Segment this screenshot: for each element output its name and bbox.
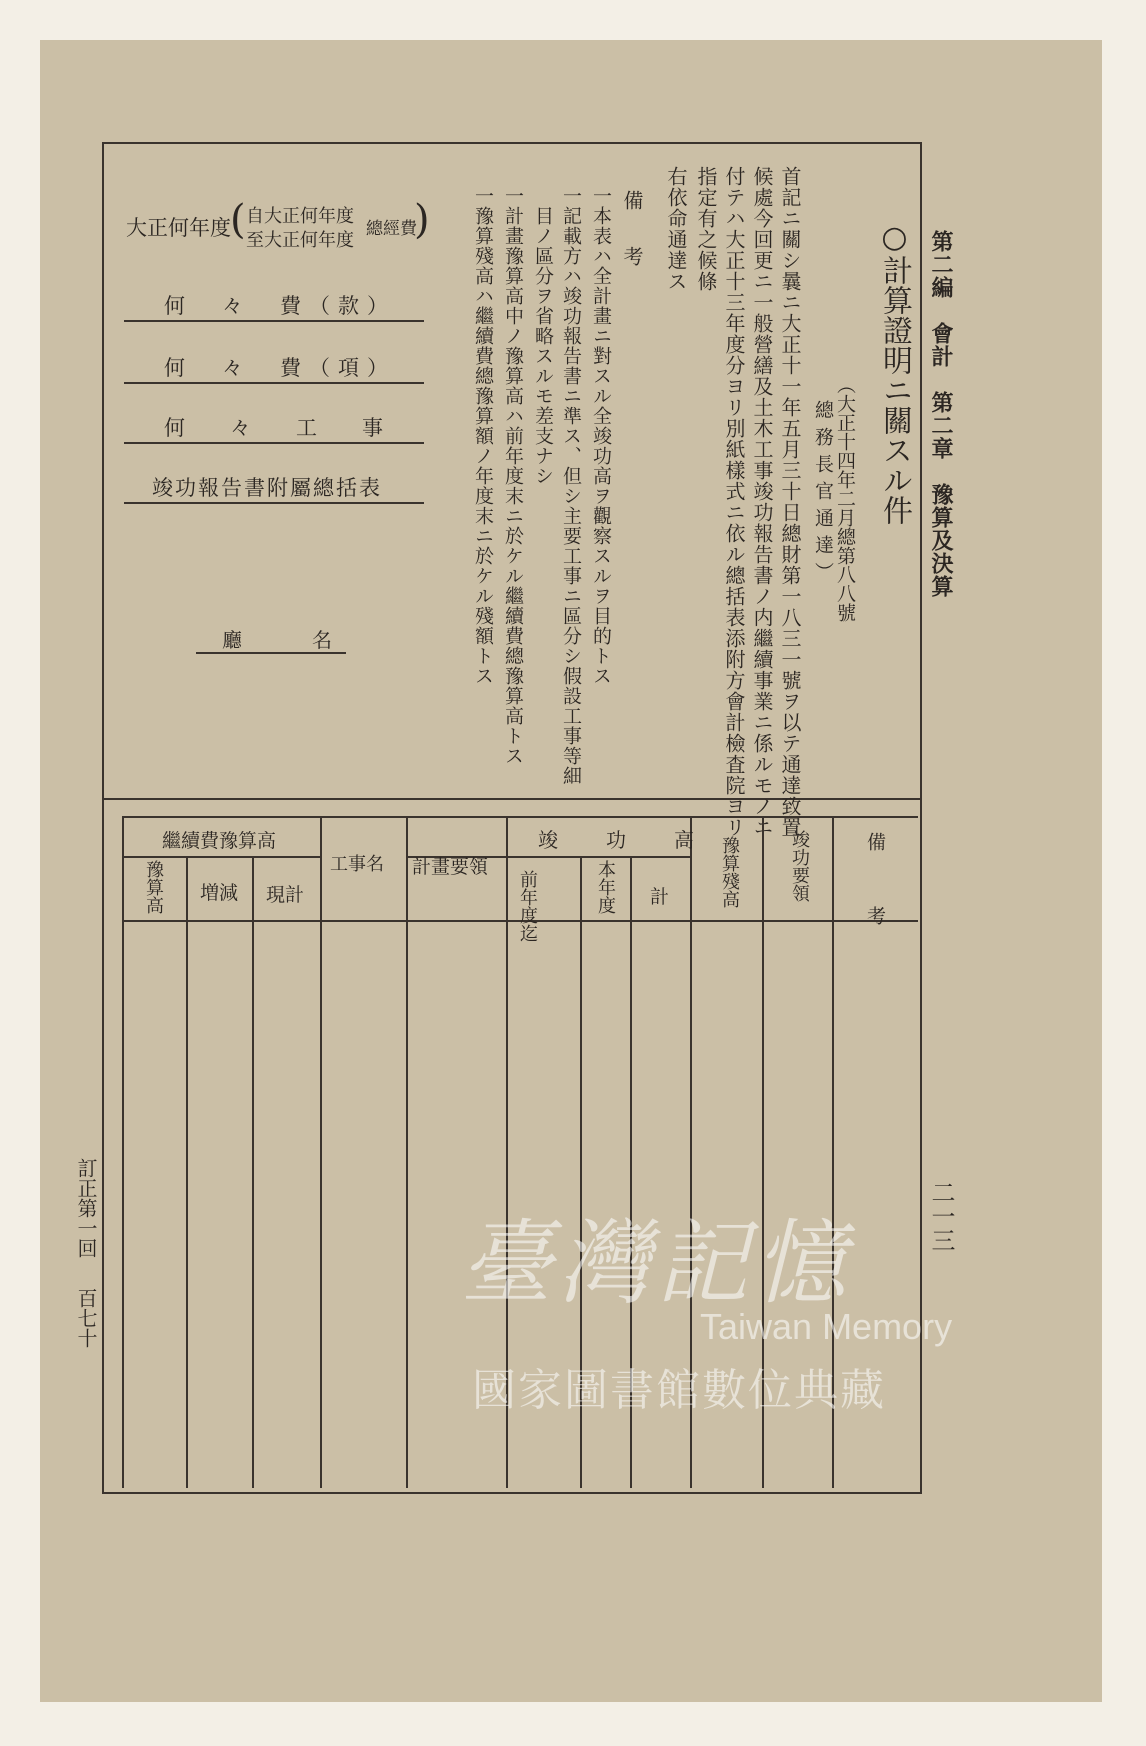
footer-sheet: 百七十 (74, 1288, 98, 1348)
header-current: 現計 (266, 884, 305, 906)
form-period-to: 至大正何年度 (246, 230, 354, 251)
running-header: 第二編 會計 第二章 豫算及決算 (928, 230, 954, 598)
remark-line: 目ノ區分ヲ省略スルモ差支ナシ (532, 186, 554, 486)
notice-body-line: 右依命通達ス (664, 166, 688, 292)
remark-line: 一豫算殘高ハ繼續費總豫算額ノ年度末ニ於ケル殘額トス (472, 186, 494, 686)
header-remarks: 備 考 (864, 832, 886, 943)
remark-line: 一計畫豫算高中ノ豫算高ハ前年度末ニ於ケル繼續費總豫算高トス (502, 186, 524, 766)
header-done-group: 竣 功 高 (538, 828, 708, 852)
header-total: 計 (650, 886, 670, 908)
footer-edition: 訂正第一回 (74, 1158, 98, 1258)
notice-body-line: 指定有之候條 (694, 166, 718, 292)
notice-body-line: 首記ニ關シ曩ニ大正十一年五月三十日總財第一八三一號ヲ以テ通達致置 (778, 166, 802, 838)
page-number: 二一三 (927, 1180, 955, 1252)
document-page (40, 40, 1102, 1702)
header-budget-group: 繼續費豫算高 (162, 830, 277, 852)
form-title: 竣功報告書附屬總括表 (152, 476, 382, 500)
form-fiscal-year: 大正何年度 (126, 216, 231, 240)
form-underline (196, 652, 346, 654)
watermark-latin: Taiwan Memory (700, 1306, 953, 1347)
form-underline (124, 382, 424, 384)
header-budget: 豫算高 (143, 860, 164, 914)
header-work-name: 工事名 (330, 854, 384, 875)
form-underline (124, 442, 424, 444)
form-cost-type: 總經費 (366, 219, 417, 239)
table-line (320, 816, 322, 1488)
form-bracket-open: ( (230, 197, 246, 243)
watermark-calligraphy: 臺灣記憶 (460, 1210, 853, 1317)
header-prev-year: 前年度迄 (517, 870, 538, 942)
remarks-label: 備 考 (620, 190, 644, 274)
notice-title: ○計算證明ニ關スル件 (877, 220, 912, 525)
form-item-kan: 何 々 費（款） (164, 294, 396, 318)
form-underline (124, 502, 424, 504)
notice-body-line: 付テハ大正十三年度分ヨリ別紙樣式ニ依ル總括表添附方會計檢査院ヨリ (722, 166, 746, 838)
form-item-work: 何 々 工 事 (164, 416, 395, 440)
remark-line: 一記載方ハ竣功報告書ニ準ス、但シ主要工事ニ區分シ假設工事等細 (560, 186, 582, 786)
remark-line: 一本表ハ全計畫ニ對スル全竣功高ヲ觀察スルヲ目的トス (590, 186, 612, 686)
header-summary: 竣功要領 (789, 830, 810, 902)
table-line (122, 816, 124, 1488)
notice-issuer-1: （大正十四年二月總第八八號 (834, 375, 856, 622)
header-remaining: 豫算殘高 (719, 836, 740, 908)
form-underline (124, 320, 424, 322)
header-plan: 計畫要領 (412, 856, 489, 878)
form-office: 廳 名 (222, 628, 342, 652)
notice-body-line: 候處今回更ニ一般營繕及土木工事竣功報告書ノ内繼續事業ニ係ルモノニ (750, 166, 774, 838)
watermark-library: 國家圖書館數位典藏 (472, 1365, 886, 1416)
form-item-kou: 何 々 費（項） (164, 356, 396, 380)
header-this-year: 本年度 (595, 860, 616, 914)
notice-issuer-2: 總務長官通達） (812, 400, 834, 589)
table-line (252, 856, 254, 1488)
table-line (122, 856, 320, 858)
header-change: 増減 (200, 882, 239, 904)
table-line (186, 856, 188, 1488)
form-period-from: 自大正何年度 (246, 206, 354, 227)
form-bracket-close: ) (414, 197, 430, 243)
table-line (122, 816, 918, 818)
table-line (406, 816, 408, 1488)
